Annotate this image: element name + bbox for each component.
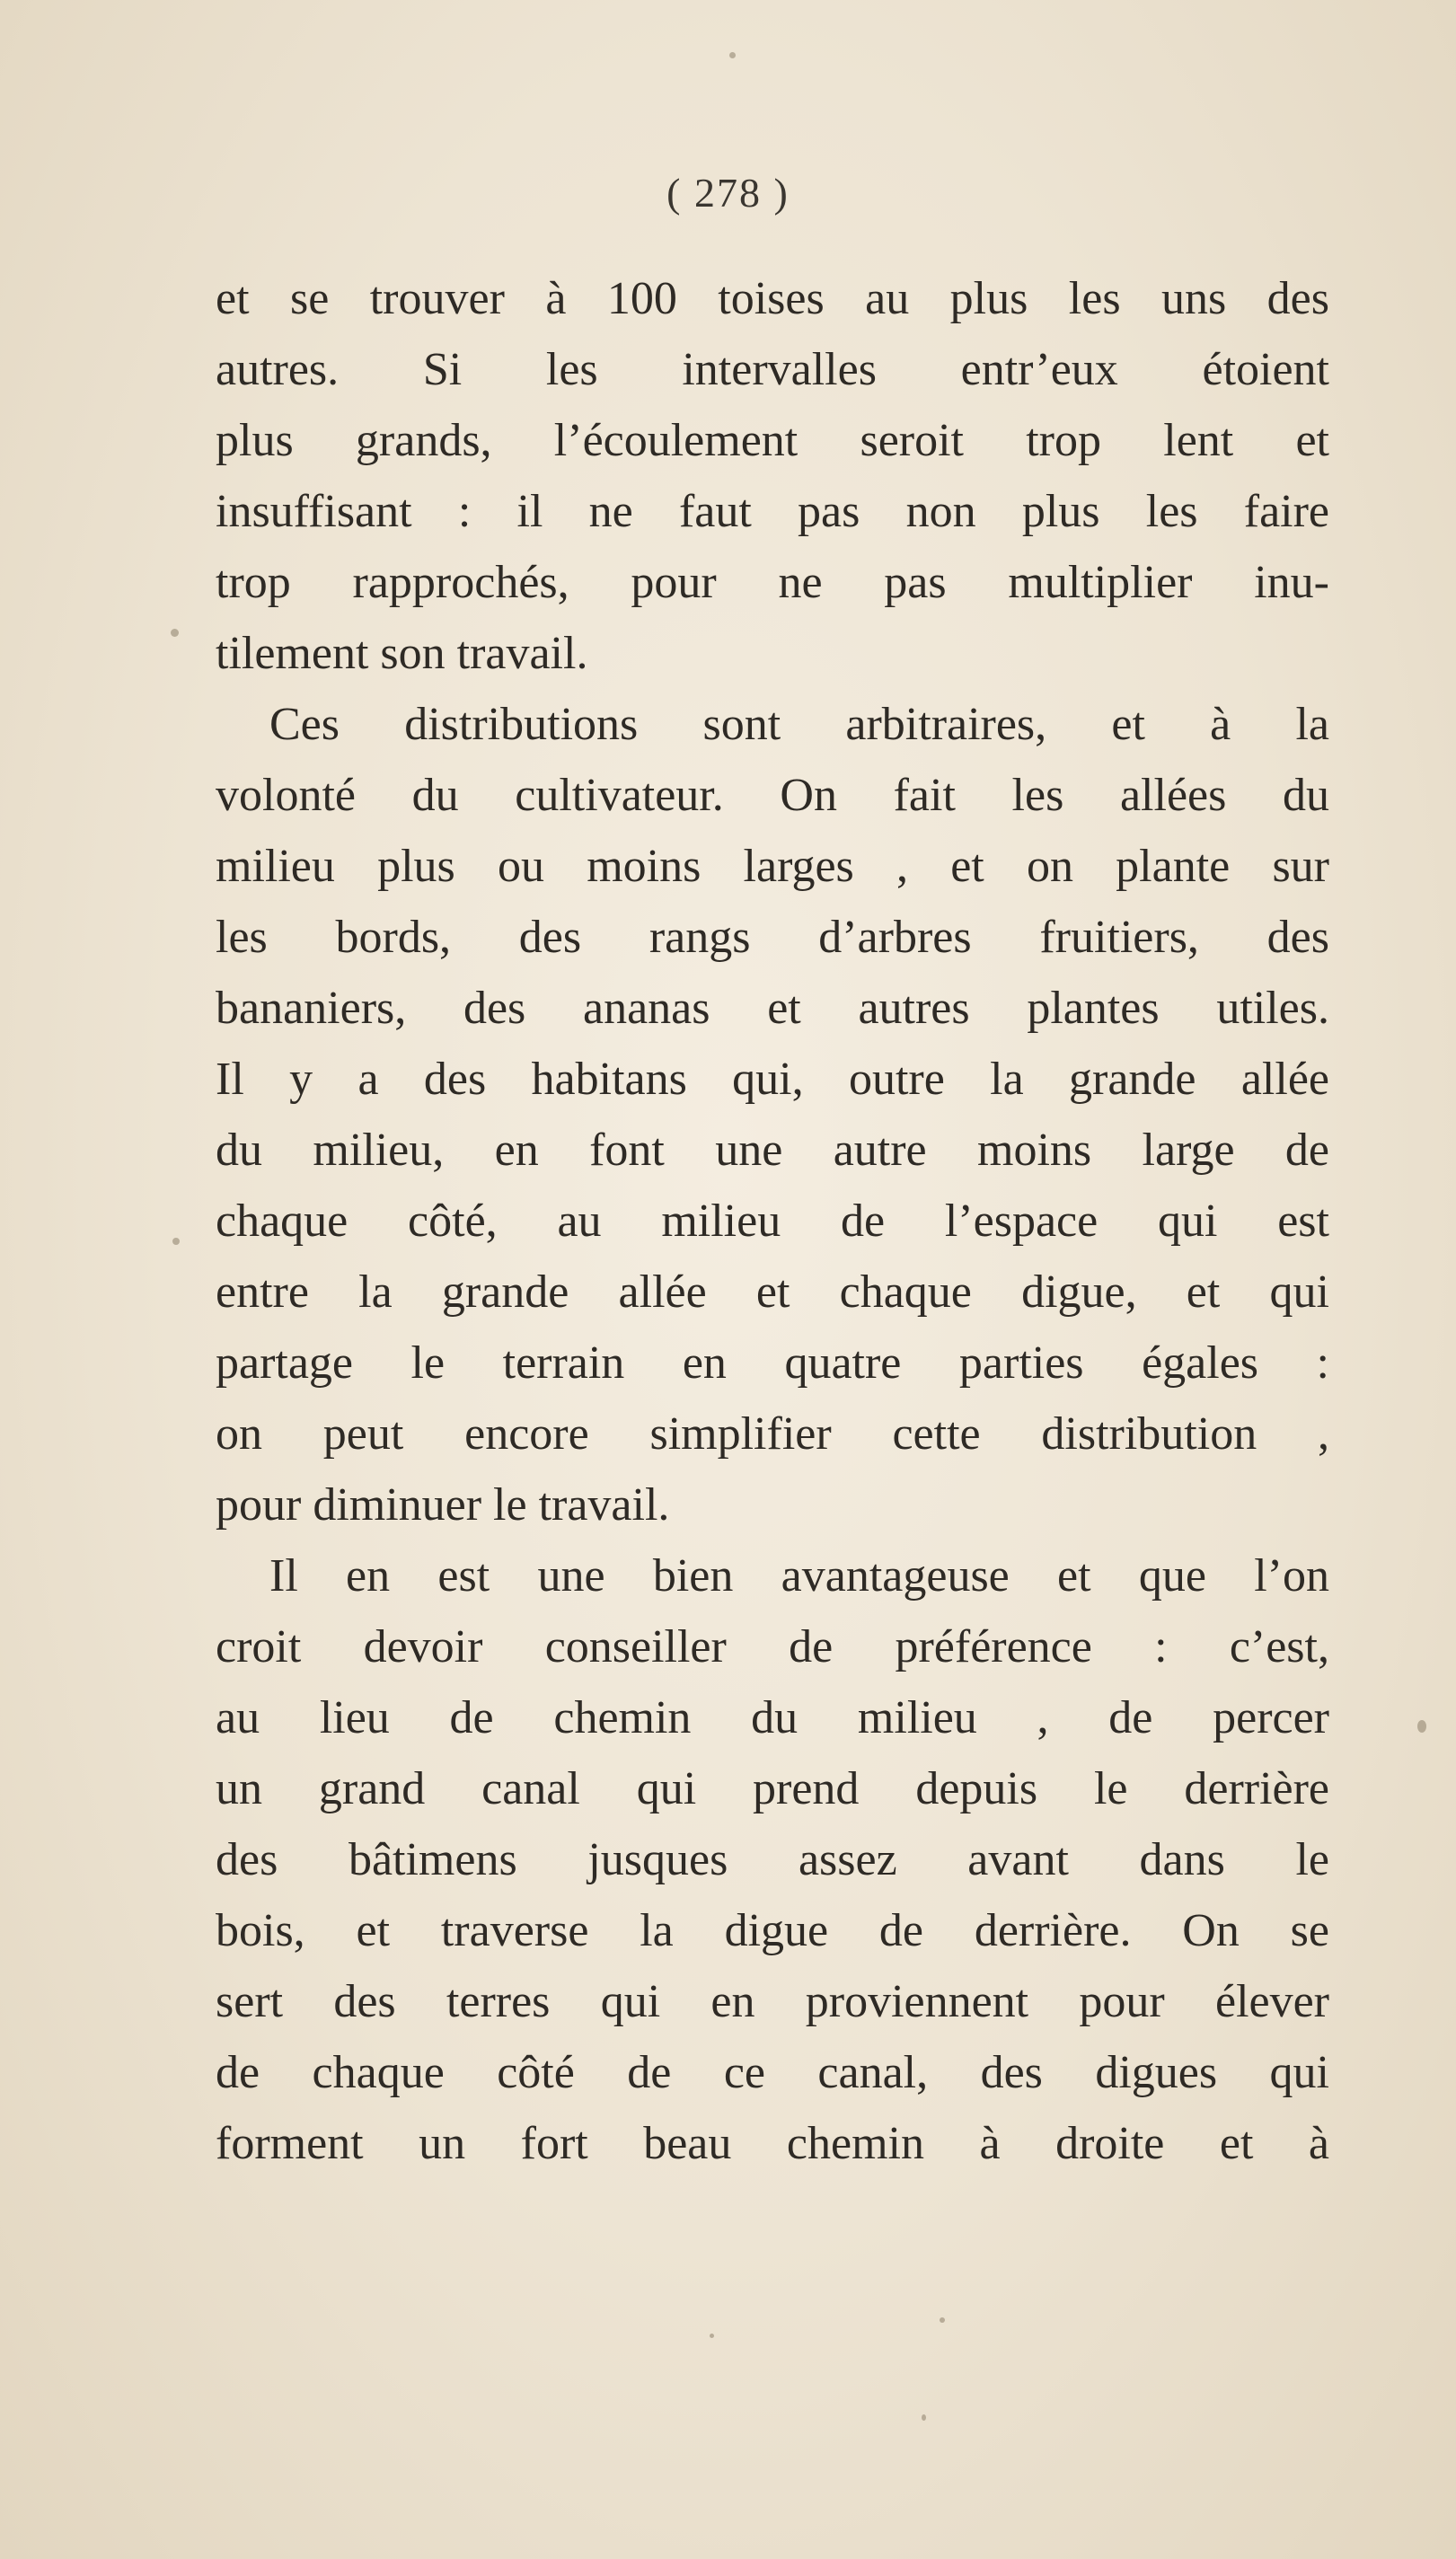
paper-speck [940,2317,945,2323]
text-line: chaque côté, au milieu de l’espace qui est [216,1196,1329,1247]
text-line: forment un fort beau chemin à droite et à [216,2118,1329,2169]
text-line: Il y a des habitans qui, outre la grande allée [216,1054,1329,1105]
paragraph-start-line: Ces distributions sont arbitraires, et à la [269,699,1329,750]
text-line: plus grands, l’écoulement seroit trop lent et [216,415,1329,466]
text-line: de chaque côté de ce canal, des digues qui [216,2047,1329,2098]
text-line: on peut encore simplifier cette distribution , [216,1408,1329,1460]
paragraph-start-line: Il en est une bien avantageuse et que l’on [269,1550,1329,1602]
text-line: bois, et traverse la digue de derrière. On se [216,1905,1329,1956]
text-line: milieu plus ou moins larges , et on plante sur [216,841,1329,892]
paper-speck [922,2414,926,2421]
paper-speck [729,52,736,58]
text-line: au lieu de chemin du milieu , de percer [216,1692,1329,1743]
body-text [216,263,1329,2179]
text-line: les bords, des rangs d’arbres fruitiers, des [216,912,1329,963]
text-line: un grand canal qui prend depuis le derrière [216,1763,1329,1814]
paper-speck [1417,1720,1426,1733]
text-line: partage le terrain en quatre parties égales : [216,1337,1329,1389]
text-line: trop rapprochés, pour ne pas multiplier inu- [216,557,1329,608]
text-line: bananiers, des ananas et autres plantes utiles. [216,983,1329,1034]
text-line: entre la grande allée et chaque digue, et qui [216,1266,1329,1318]
text-line: et se trouver à 100 toises au plus les uns des [216,273,1329,324]
paper-speck [171,629,179,637]
text-line: croit devoir conseiller de préférence : c’est, [216,1621,1329,1672]
text-line: volonté du cultivateur. On fait les allées du [216,770,1329,821]
text-line: autres. Si les intervalles entr’eux étoient [216,344,1329,395]
text-line: pour diminuer le travail. [216,1479,670,1531]
paper-speck [172,1238,180,1245]
text-line: des bâtimens jusques assez avant dans le [216,1834,1329,1885]
text-line: insuffisant : il ne faut pas non plus les faire [216,486,1329,537]
text-line: du milieu, en font une autre moins large de [216,1125,1329,1176]
paper-speck [710,2334,714,2338]
text-line: sert des terres qui en proviennent pour élever [216,1976,1329,2027]
text-line: tilement son travail. [216,628,588,679]
page-number: ( 278 ) [666,170,790,216]
